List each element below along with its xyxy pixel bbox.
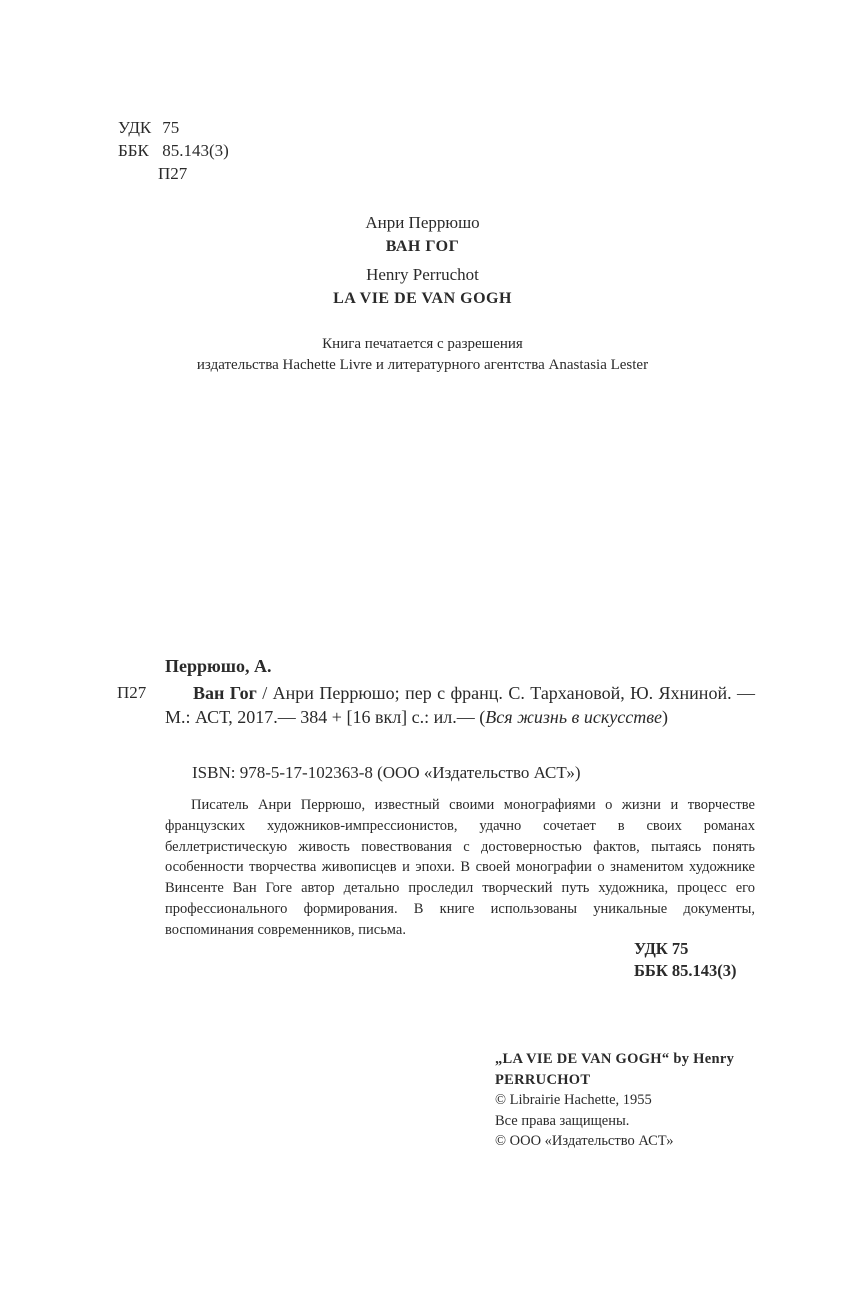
footer-classification xyxy=(634,938,737,982)
bbk-value: 85.143(3) xyxy=(162,141,229,160)
bbk-row xyxy=(118,139,229,162)
udk-value: 75 xyxy=(162,118,180,137)
book-title-fr: LA VIE DE VAN GOGH xyxy=(333,290,512,307)
publisher-copyright: © ООО «Издательство АСТ» xyxy=(495,1133,674,1149)
bbk-label: ББК xyxy=(118,141,149,160)
original-copyright: © Librairie Hachette, 1955 xyxy=(495,1092,652,1108)
record-title: Ван Гог xyxy=(193,683,257,703)
original-title-credit: „LA VIE DE VAN GOGH“ by Henry PERRUCHOT xyxy=(495,1051,735,1088)
abstract-text: Писатель Анри Перрюшо, известный своими монографиями о жизни и творчестве французских художников-импрессионистов, удачно сочетает в своих романах беллетристическую живость повествования с достоверностью фактов, пытаясь понять особенности творчества живописцев и эпохи. В своей монографии о знаменитом художнике Винсенте Ван Гоге автор детально проследил творческий путь художника, процесс его профессионального формирования. В книге использованы уникальные документы, воспоминания современников, письма. xyxy=(165,797,755,938)
udk-row xyxy=(118,116,229,139)
udk-label: УДК xyxy=(118,118,152,137)
rights-reserved: Все права защищены. xyxy=(495,1112,630,1129)
isbn: ISBN: 978-5-17-102363-8 (ООО «Издательство АСТ») xyxy=(192,763,581,782)
permission-line-1: Книга печатается с разрешения xyxy=(322,336,523,352)
copyright-block xyxy=(495,1049,765,1152)
abstract xyxy=(165,795,755,941)
book-title-ru: ВАН ГОГ xyxy=(385,238,460,255)
footer-bbk: ББК 85.143(3) xyxy=(634,961,737,980)
author-name-ru: Анри Перрюшо xyxy=(365,213,480,232)
record-author-heading: Перрюшо, А. xyxy=(165,656,272,676)
footer-udk: УДК 75 xyxy=(634,939,689,958)
author-name-fr: Henry Perruchot xyxy=(366,265,479,284)
permission-line-2: издательства Hachette Livre и литературного агентства Anastasia Lester xyxy=(196,357,649,373)
record-description xyxy=(165,681,755,729)
classification-codes xyxy=(118,116,229,185)
record-author-mark: П27 xyxy=(117,683,147,702)
record-series: Вся жизнь в искусстве xyxy=(485,707,663,727)
record-series-close: ) xyxy=(662,707,669,727)
author-mark: П27 xyxy=(158,164,188,183)
record-details: / Анри Перрюшо; пер с франц. С. Тархановой, Ю. Яхниной. — М.: АСТ, 2017.— 384 + [16 вкл] с.: ил.— ( xyxy=(165,683,755,727)
